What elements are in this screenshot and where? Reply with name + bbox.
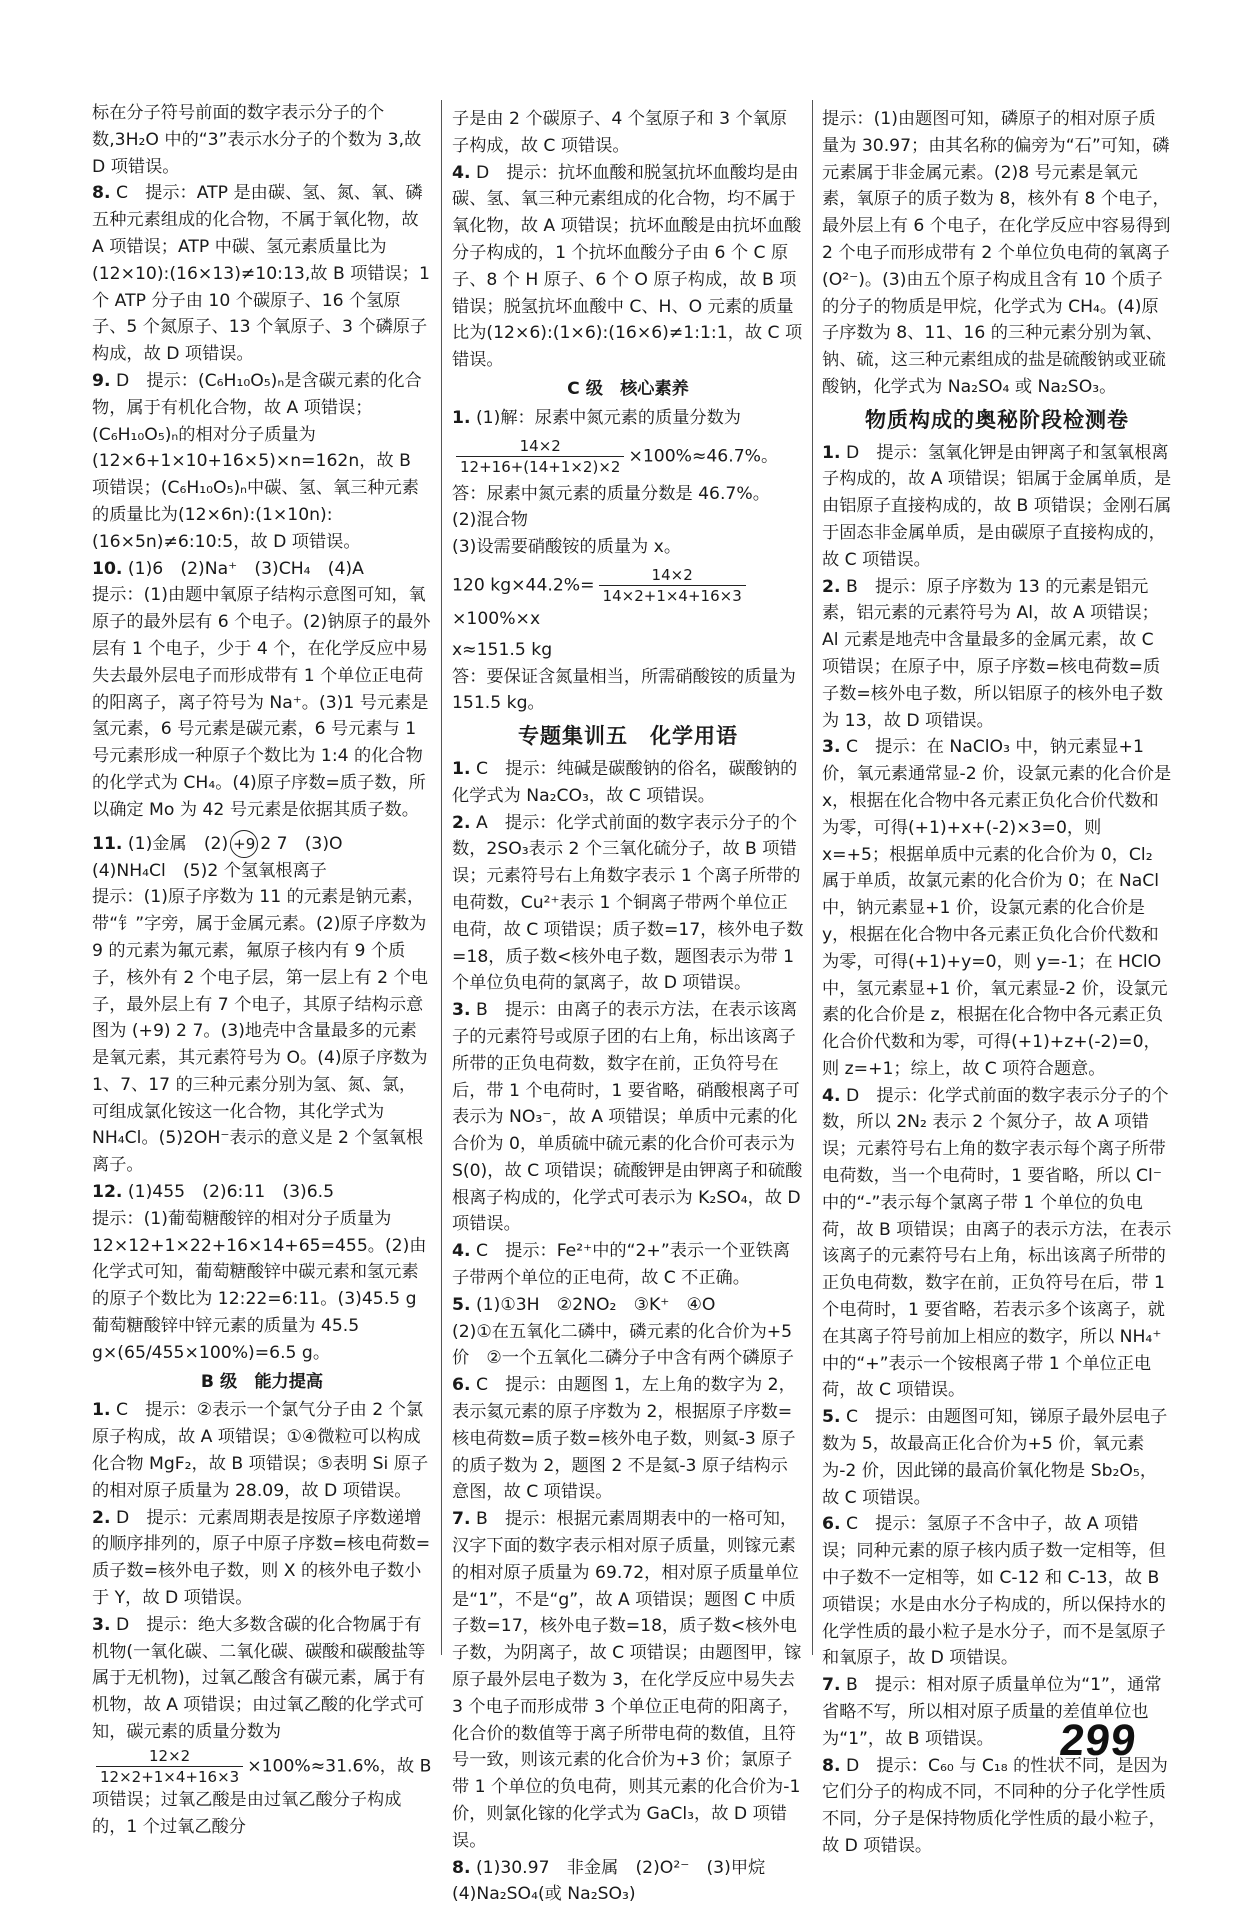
- ammonium-nitrate-equation: 120 kg×44.2%= $\frac{14\times 2}{14\times 2+1\times 4+16\times 3}$ ×100%×x: [452, 565, 804, 633]
- answer-s2: 2. A 提示：化学式前面的数字表示分子的个数，2SO₃表示 2 个三氧化硫分子，故 B 项错误；元素符号右上角数字表示 1 个离子所带的电荷数，Cu²⁺表示 1 个铜离子带两个单位正电荷，故 C 项错误；质子数=17，核外电子数=18，质子数<核外电子数，题图表示为带 1 个单位负电荷的氯离子，故 D 项错误。: [452, 812, 804, 994]
- answer-t6: 6. C 提示：氢原子不含中子，故 A 项错误；同种元素的原子核内质子数一定相等，但中子数不一定相等，如 C-12 和 C-13，故 B 项错误；水是由水分子构成的，所以保持水的化学性质的最小粒子是水分子，而不是氢原子和氧原子，故 D 项错误。: [822, 1514, 1166, 1669]
- col3-intro: 提示：(1)由题图可知，磷原子的相对原子质量为 30.97；由其名称的偏旁为“石”可知，磷元素属于非金属元素。(2)8 号元素是氧元素，氧原子的质子数为 8，核外有 8 个电子，最外层上有 6 个电子，在化学反应中容易得到 2 个电子而形成带有 2 个单位负电荷的氧离子(O²⁻)。(3)由五个原子构成且含有 10 个质子的分子的物质是甲烷，化学式为 CH₄。(4)原子序数为 8、11、16 的三种元素分别为氧、钠、硫，这三种元素组成的盐是硫酸钠或亚硫酸钠，化学式为 Na₂SO₄ 或 Na₂SO₃。: [822, 109, 1171, 397]
- answer-t5: 5. C 提示：由题图可知，锑原子最外层电子数为 5，故最高正化合价为+5 价，氧元素为-2 价，因此锑的最高价氧化物是 Sb₂O₅，故 C 项错误。: [822, 1407, 1168, 1508]
- answer-c1-conclusion: 答：尿素中氮元素的质量分数是 46.7%。: [452, 483, 770, 504]
- answer-11-hint: 提示：(1)原子序数为 11 的元素是钠元素，带“钅”字旁，属于金属元素。(2)原子序数为 9 的元素为氟元素，氟原子核内有 9 个质子，核外有 2 个电子层，第一层上有 2 个电子，最外层上有 7 个电子，其原子结构示意图为 (+9) 2 7。(3)地壳中含量最多的元素是氧元素，其元素符号为 O。(4)原子序数为 1、7、17 的三种元素分别为氢、氮、氯，可组成氯化铵这一化合物，其化学式为 NH₄Cl。(5)2OH⁻表示的意义是 2 个氢氧根离子。: [92, 887, 428, 1176]
- col1-intro: 标在分子符号前面的数字表示分子的个数,3H₂O 中的“3”表示水分子的个数为 3,故 D 项错误。: [92, 103, 422, 177]
- answer-s3: 3. B 提示：由离子的表示方法，在表示该离子的元素符号或原子团的右上角，标出该离子所带的正负电荷数，数字在前，正负符号在后，带 1 个电荷时，1 要省略，硝酸根离子可表示为 NO₃⁻，故 A 项错误；单质中元素的化合价为 0，单质硫中硫元素的化合价可表示为 S(0)，故 C 项错误；硫酸钾是由钾离子和硫酸根离子构成的，化学式可表示为 K₂SO₄，故 D 项错误。: [452, 1000, 803, 1235]
- answer-t1: 1. D 提示：氢氧化钾是由钾离子和氢氧根离子构成的，故 A 项错误；铝属于金属单质，是由铝原子直接构成的，故 B 项错误；金刚石属于固态非金属单质，是由碳原子直接构成的，故 C 项错误。: [822, 442, 1172, 570]
- answer-12-hint: 提示：(1)葡萄糖酸锌的相对分子质量为 12×12+1×22+16×14+65=455。(2)由化学式可知，葡萄糖酸锌中碳元素和氢元素的原子个数比为 12:22=6:11。(3)45.5 g 葡萄糖酸锌中锌元素的质量为 45.5 g×(65/455×100%)=6.5 g。: [92, 1208, 427, 1363]
- answer-b2: 2. D 提示：元素周期表是按原子序数递增的顺序排列的，原子中原子序数=核电荷数=质子数=核外电子数，则 X 的核外电子数小于 Y，故 D 项错误。: [92, 1507, 431, 1609]
- answer-s5: 5. (1)①3H ②2NO₂ ③K⁺ ④O: [452, 1294, 716, 1315]
- answer-9: 9. D 提示：(C₆H₁₀O₅)ₙ是含碳元素的化合物，属于有机化合物，故 A 项错误；(C₆H₁₀O₅)ₙ的相对分子质量为(12×6+1×10+16×5)×n=162n，故 B 项错误；(C₆H₁₀O₅)ₙ中碳、氢、氧三种元素的质量比为(12×6n):(1×10n):(16×5n)≠6:10:5，故 D 项错误。: [92, 370, 422, 552]
- answer-t3: 3. C 提示：在 NaClO₃ 中，钠元素显+1 价，氧元素通常显-2 价，设氯元素的化合价是 x，根据在化合物中各元素正负化合价代数和为零，可得(+1)+x+(-2)×3=0，则 x=+5；根据单质中元素的化合价为 0，Cl₂ 属于单质，故氯元素的化合价为 0；在 NaCl 中，钠元素显+1 价，设氯元素的化合价是 y，根据在化合物中各元素正负化合价代数和为零，可得(+1)+y=0，则 y=-1；在 HClO 中，氢元素显+1 价，氧元素显-2 价，设氯元素的化合价是 z，根据在化合物中各元素正负化合价代数和为零，可得(+1)+z+(-2)=0，则 z=+1；综上，故 C 项符合题意。: [822, 737, 1172, 1079]
- col2-intro: 子是由 2 个碳原子、4 个氢原子和 3 个氧原子构成，故 C 项错误。: [452, 109, 788, 156]
- answer-10-hint: 提示：(1)由题中氧原子结构示意图可知，氧原子的最外层有 6 个电子。(2)钠原子的最外层有 1 个电子，少于 4 个，在化学反应中易失去最外层电子而形成带有 1 个单位正电荷的阳离子，离子符号为 Na⁺。(3)1 号元素是氢元素，6 号元素是碳元素，6 号元素与 1 号元素形成一种原子个数比为 1:4 的化合物的化学式为 CH₄。(4)原子序数=质子数，所以确定 Mo 为 42 号元素是依据其质子数。: [92, 585, 431, 820]
- answer-column-1: [92, 100, 432, 1837]
- answer-s5-part2: (2)①在五氧化二磷中，磷元素的化合价为+5 价 ②一个五氧化二磷分子中含有两个磷原子: [452, 1321, 794, 1369]
- section-title-topic5: 专题集训五 化学用语: [518, 724, 738, 749]
- answer-t7: 7. B 提示：相对原子质量单位为“1”，通常省略不写，所以相对原子质量的差值单位也为“1”，故 B 项错误。: [822, 1675, 1162, 1749]
- answer-c1-part3: (3)设需要硝酸铵的质量为 x。: [452, 537, 682, 558]
- answer-s8-part2: (4)Na₂SO₄(或 Na₂SO₃): [452, 1884, 636, 1905]
- column-divider-left: [441, 100, 442, 1655]
- carbon-mass-fraction: $\frac{12\times 2}{12\times 2+1\times 4+16\times 3}$: [96, 1746, 243, 1787]
- column-divider-right: [812, 100, 813, 1655]
- answer-11-part2: (4)NH₄Cl (5)2 个氢氧根离子: [92, 860, 327, 881]
- answer-s7: 7. B 提示：根据元素周期表中的一格可知，汉字下面的数字表示相对原子质量，则镓元素的相对原子质量为 69.72，相对原子质量单位是“1”，不是“g”，故 A 项错误；题图 C 中质子数=17，核外电子数=18，质子数<核外电子数，为阴离子，故 C 项错误；由题图甲，镓原子最外层电子数为 3，在化学反应中易失去 3 个电子而形成带 3 个单位正电荷的阳离子，化合价的数值等于离子所带电荷的数值，且符号一致，则该元素的化合价为+3 价；氯原子带 1 个单位的负电荷，则其元素的化合价为-1 价，则氯化镓的化学式为 GaCl₃，故 D 项错误。: [452, 1509, 802, 1851]
- answer-s8: 8. (1)30.97 非金属 (2)O²⁻ (3)甲烷: [452, 1857, 766, 1878]
- answer-c1-x: x≈151.5 kg: [452, 639, 553, 660]
- answer-b1: 1. C 提示：②表示一个氯气分子由 2 个氯原子构成，故 A 项错误；①④微粒可以构成化合物 MgF₂，故 B 项错误；⑤表明 Si 原子的相对原子质量为 28.09，故 D 项错误。: [92, 1400, 429, 1501]
- answer-c1-final: 答：要保证含氮量相当，所需硝酸铵的质量为 151.5 kg。: [452, 666, 796, 714]
- fluorine-atom-diagram: +9: [230, 830, 258, 858]
- answer-t4: 4. D 提示：化学式前面的数字表示分子的个数，所以 2N₂ 表示 2 个氮分子，故 A 项错误；元素符号右上角的数字表示每个离子所带电荷数，当一个电荷时，1 要省略，所以 Cl⁻中的“-”表示每个氯离子带 1 个单位的负电荷，故 B 项错误；由离子的表示方法，在表示该离子的元素符号右上角，标出该离子所带的正负电荷数，数字在前，正负符号在后，带 1 个电荷时，1 要省略，若表示多个该离子，就在其离子符号前加上相应的数字，所以 NH₄⁺中的“+”表示一个铵根离子带 1 个单位正电荷，故 C 项错误。: [822, 1085, 1172, 1401]
- answer-t2: 2. B 提示：原子序数为 13 的元素是铝元素，铝元素的元素符号为 Al，故 A 项错误；Al 元素是地壳中含量最多的金属元素，故 C 项错误；在原子中，原子序数=核电荷数=质子数=核外电子数，所以铝原子的核外电子数为 13，故 D 项错误。: [822, 576, 1163, 731]
- answer-s4: 4. C 提示：Fe²⁺中的“2+”表示一个亚铁离子带两个单位的正电荷，故 C 不正确。: [452, 1241, 791, 1289]
- level-b-heading: B 级 能力提高: [200, 1371, 324, 1392]
- answer-c1: 1. (1)解：尿素中氮元素的质量分数为: [452, 407, 741, 428]
- section-title-stage-test: 物质构成的奥秘阶段检测卷: [865, 407, 1129, 432]
- answer-s1: 1. C 提示：纯碱是碳酸钠的俗名，碳酸钠的化学式为 Na₂CO₃，故 C 项错误。: [452, 758, 798, 806]
- urea-nitrogen-formula: $\frac{14\times 2}{12+16+(14+1\times 2)\times 2}$ ×100%≈46.7%。: [452, 436, 804, 477]
- answer-12: 12. (1)455 (2)6:11 (3)6.5: [92, 1182, 335, 1203]
- answer-column-2: [452, 106, 804, 1905]
- answer-4: 4. D 提示：抗坏血酸和脱氢抗坏血酸均是由碳、氢、氧三种元素组成的化合物，均不属于氧化物，故 A 项错误；抗坏血酸是由抗坏血酸分子构成的，1 个抗坏血酸分子由 6 个 C 原子、8 个 H 原子、6 个 O 原子构成，故 B 项错误；脱氢抗坏血酸中 C、H、O 元素的质量比为(12×6):(1×6):(16×6)≠1:1:1，故 C 项错误。: [452, 162, 803, 371]
- level-c-heading: C 级 核心素养: [567, 378, 689, 399]
- answer-b3: 3. D 提示：绝大多数含碳的化合物属于有机物(一氧化碳、二氧化碳、碳酸和碳酸盐等属于无机物)，过氧乙酸含有碳元素，属于有机物，故 A 项错误；由过氧乙酸的化学式可知，碳元素的质量分数为 $\frac{12\times 2}{12\times 2+1\times 4+16\times 3}$ ×100%≈31.6%，故 B 项错误；过氧乙酸是由过氧乙酸分子构成的，1 个过氧乙酸分: [92, 1614, 432, 1837]
- answer-s6: 6. C 提示：由题图 1，左上角的数字为 2，表示氦元素的原子序数为 2，根据原子序数=核电荷数=质子数=核外电子数，则氦-3 原子的质子数为 2，题图 2 不是氦-3 原子结构示意图，故 C 项错误。: [452, 1375, 796, 1503]
- answer-11: 11. (1)金属 (2) +9 2 7 (3)O: [92, 830, 432, 858]
- answer-10: 10. (1)6 (2)Na⁺ (3)CH₄ (4)A: [92, 558, 364, 579]
- page-number: 299: [1057, 1716, 1140, 1765]
- answer-t8: 8. D 提示：C₆₀ 与 C₁₈ 的性状不同，是因为它们分子的构成不同，不同种的分子化学性质不同，分子是保持物质化学性质的最小粒子，故 D 项错误。: [822, 1755, 1168, 1856]
- answer-c1-part2: (2)混合物: [452, 510, 528, 531]
- answer-8: 8. C 提示：ATP 是由碳、氢、氮、氧、磷五种元素组成的化合物，不属于氧化物，故 A 项错误；ATP 中碳、氢元素质量比为(12×10):(16×13)≠10:13,故 B 项错误；1 个 ATP 分子由 10 个碳原子、16 个氢原子、5 个氮原子、13 个氧原子、3 个磷原子构成，故 D 项错误。: [92, 183, 430, 365]
